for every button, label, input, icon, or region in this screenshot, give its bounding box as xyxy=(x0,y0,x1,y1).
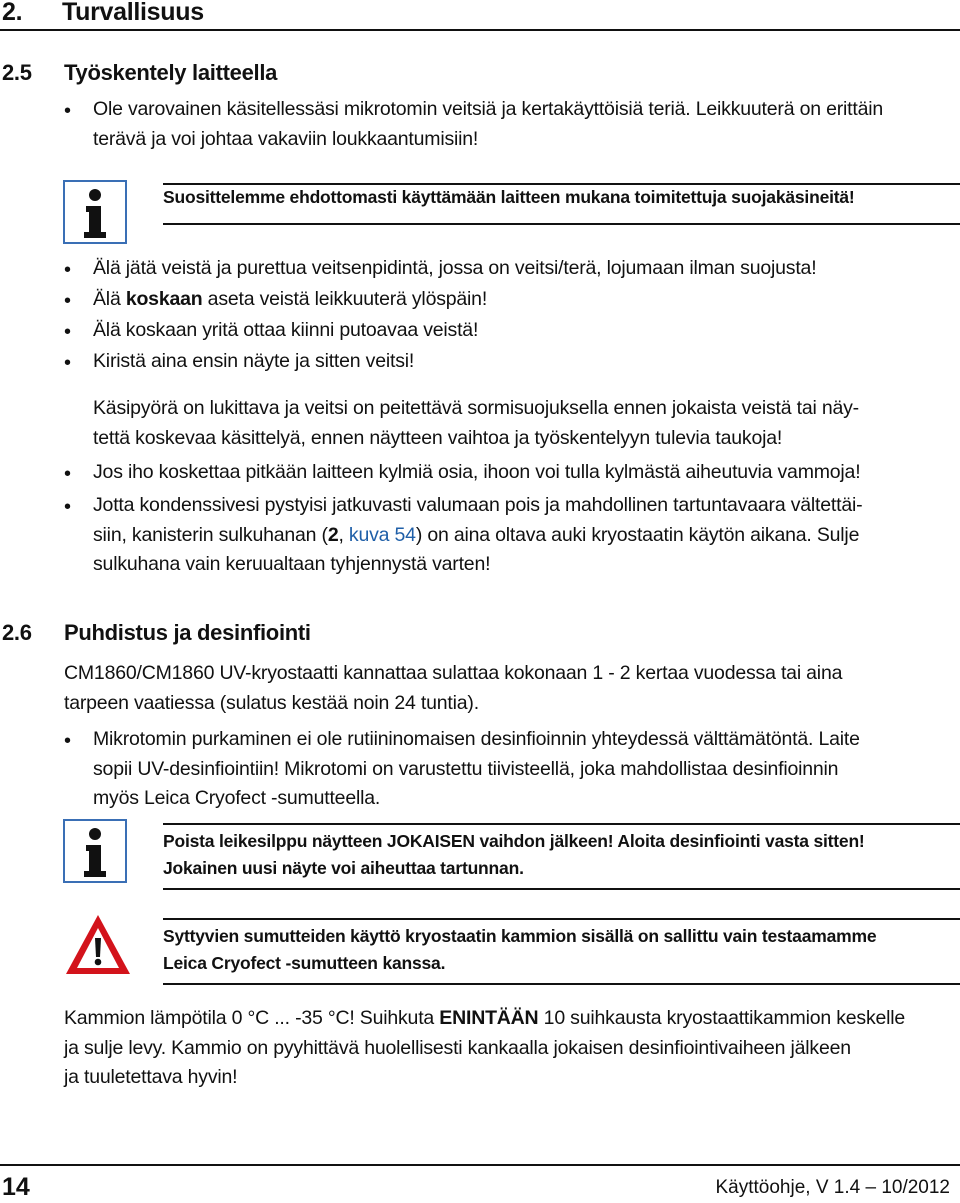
text-run: 10 suihkausta kryostaattikammion keskelle xyxy=(538,1007,906,1029)
header-rule xyxy=(0,29,960,31)
info-icon xyxy=(63,819,127,883)
note-bottom-rule xyxy=(163,888,960,890)
text-line: tettä koskevaa käsittelyä, ennen näytteen vaihtoa ja työskentelyyn tulevia taukoja! xyxy=(93,426,783,449)
section-heading-2-6 xyxy=(2,620,311,646)
bullet-marker: • xyxy=(64,290,72,312)
bullet-text: Jos iho koskettaa pitkään laitteen kylmiä osia, ihoon voi tulla kylmästä aiheutuvia vammoja! xyxy=(93,461,861,483)
text-bold: ENINTÄÄN xyxy=(439,1007,539,1029)
bullet-marker: • xyxy=(64,100,72,122)
section-title: Puhdistus ja desinfiointi xyxy=(64,620,311,645)
chapter-heading xyxy=(2,0,204,27)
text-line: ja sulje levy. Kammio on pyyhittävä huolellisesti kankaalla jokaisen desinfiointivaiheen jälkeen xyxy=(64,1036,851,1059)
intro-paragraph xyxy=(64,659,960,718)
bullet-marker: • xyxy=(64,730,72,752)
text-run: aseta veistä leikkuuterä ylöspäin! xyxy=(202,288,488,310)
note-text: Suosittelemme ehdottomasti käyttämään laitteen mukana toimitettuja suojakäsineitä! xyxy=(163,187,855,207)
section-title: Työskentely laitteella xyxy=(64,60,278,85)
text-line: Jotta kondenssivesi pystyisi jatkuvasti valumaan pois ja mahdollinen tartuntavaara vältettäi- xyxy=(93,494,863,516)
section-heading-2-5 xyxy=(2,60,277,86)
section-number: 2.5 xyxy=(2,60,32,85)
section-number: 2.6 xyxy=(2,620,32,645)
closing-paragraph xyxy=(64,1004,960,1093)
note-top-rule xyxy=(163,183,960,185)
text-line: sopii UV-desinfiointiin! Mikrotomi on varustettu tiivisteellä, joka mahdollistaa desinfioinnin xyxy=(93,757,839,780)
note-top-rule xyxy=(163,918,960,920)
text-line: tarpeen vaatiessa (sulatus kestää noin 24 tuntia). xyxy=(64,691,479,714)
bullet-marker: • xyxy=(64,321,72,343)
text-line: ja tuuletettava hyvin! xyxy=(64,1066,238,1088)
note-text: Syttyvien sumutteiden käyttö kryostaatin kammion sisällä on sallittu vain testaamamme xyxy=(163,926,877,946)
bullet-text xyxy=(93,95,960,154)
note-top-rule xyxy=(163,823,960,825)
note-bottom-rule xyxy=(163,983,960,985)
note-text: Jokainen uusi näyte voi aiheuttaa tartunnan. xyxy=(163,858,524,878)
bullet-text: Älä koskaan yritä ottaa kiinni putoavaa veistä! xyxy=(93,319,479,341)
text-line: sulkuhana vain keruualtaan tyhjennystä varten! xyxy=(93,553,491,575)
text-run: , xyxy=(338,523,349,546)
text-run: Kammion lämpötila 0 °C ... -35 °C! Suihkuta xyxy=(64,1007,440,1029)
bullet-marker: • xyxy=(64,496,72,518)
text-line: terävä ja voi johtaa vakaviin loukkaantumisiin! xyxy=(93,127,479,150)
bullet-text: Älä jätä veistä ja purettua veitsenpidintä, jossa on veitsi/terä, lojumaan ilman suojusta! xyxy=(93,257,817,279)
info-note xyxy=(163,823,865,882)
text-line: myös Leica Cryofect -sumutteella. xyxy=(93,787,381,809)
text-line: Käsipyörä on lukittava ja veitsi on peitettävä sormisuojuksella ennen jokaista veistä tai näy- xyxy=(93,397,859,419)
warning-icon xyxy=(63,912,133,978)
text-run: siin, kanisterin sulkuhanan ( xyxy=(93,523,328,546)
bullet-text xyxy=(93,725,960,814)
text-line xyxy=(64,1004,960,1034)
document-version: Käyttöohje, V 1.4 – 10/2012 xyxy=(715,1177,950,1198)
bullet-marker: • xyxy=(64,463,72,485)
text-bold: koskaan xyxy=(125,288,203,310)
text-line: Mikrotomin purkaminen ei ole rutiininomaisen desinfioinnin yhteydessä välttämätöntä. Laite xyxy=(93,728,860,750)
info-note xyxy=(163,183,855,211)
text-line: Ole varovainen käsitellessäsi mikrotomin veitsiä ja kertakäyttöisiä teriä. Leikkuuterä on erittäin xyxy=(93,98,884,120)
page-number: 14 xyxy=(2,1173,30,1201)
note-text: Poista leikesilppu näytteen JOKAISEN vaihdon jälkeen! Aloita desinfiointi vasta sitten! xyxy=(163,831,865,851)
bullet-marker: • xyxy=(64,352,72,374)
text-line: CM1860/CM1860 UV-kryostaatti kannattaa sulattaa kokonaan 1 - 2 kertaa vuodessa tai aina xyxy=(64,662,843,684)
bullet-marker: • xyxy=(64,259,72,281)
bullet-text: Kiristä aina ensin näyte ja sitten veitsi! xyxy=(93,350,415,372)
footer-rule xyxy=(0,1164,960,1166)
text-bold: 2 xyxy=(327,523,339,546)
chapter-number: 2. xyxy=(2,0,23,26)
text-run: ) on aina oltava auki kryostaatin käytön aikana. Sulje xyxy=(415,523,860,546)
bullet-text xyxy=(93,491,960,580)
note-bottom-rule xyxy=(163,223,960,225)
warning-note xyxy=(163,918,876,977)
text-line xyxy=(93,521,960,551)
paragraph xyxy=(93,394,960,453)
text-run: Älä xyxy=(93,288,126,310)
chapter-title: Turvallisuus xyxy=(62,0,204,26)
bullet-text xyxy=(93,285,487,315)
note-text: Leica Cryofect -sumutteen kanssa. xyxy=(163,953,446,973)
info-icon xyxy=(63,180,127,244)
figure-link[interactable]: kuva 54 xyxy=(348,523,416,546)
